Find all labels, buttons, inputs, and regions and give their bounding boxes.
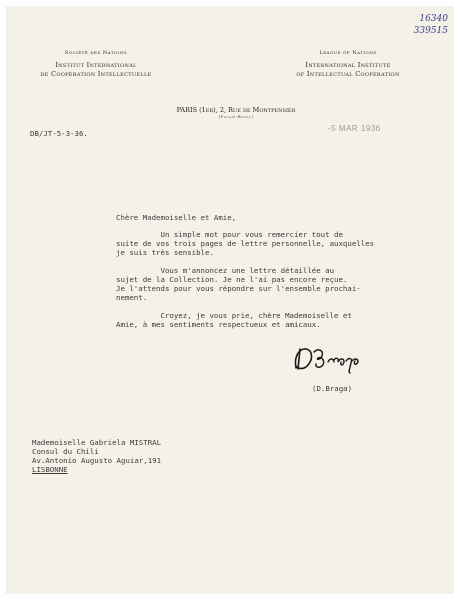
recipient-title: Consul du Chili [32, 447, 99, 456]
body-paragraph-1-line-1: Un simple mot pour vous remercier tout de [116, 230, 343, 239]
letterhead-left-line2: de Coopération Intellectuelle [40, 70, 152, 78]
received-date-stamp: -5 MAR 1936 [328, 124, 381, 133]
recipient-city: LISBONNE [32, 465, 68, 474]
body-paragraph-2-line-3: Je l'attends pour vous répondre sur l'ensemble prochai- [116, 284, 361, 293]
recipient-street: Av.Antonio Augusto Aguiar,191 [32, 456, 162, 465]
archive-number-1: 16340 [419, 14, 448, 24]
body-paragraph-3-line-1: Croyez, je vous prie, chère Mademoiselle et [116, 311, 352, 320]
letterhead-left-small: Société des Nations [64, 50, 128, 56]
body-paragraph-2-line-4: nement. [116, 293, 148, 302]
archive-number-2: 339515 [413, 26, 448, 36]
recipient-name: Mademoiselle Gabriela MISTRAL [32, 438, 162, 447]
letterhead-right-small: League of Nations [319, 50, 377, 56]
body-paragraph-1-line-2: suite de vos trois pages de lettre personnelle, auxquelles [116, 239, 375, 248]
reference-code: DB/JT-5-3-36. [30, 129, 88, 138]
letterhead-left [26, 50, 166, 79]
body-paragraph-2-line-1: Vous m'annoncez une lettre détaillée au [116, 266, 335, 275]
letterhead-right [278, 50, 418, 79]
body-paragraph-3-line-2: Amie, à mes sentiments respectueux et amicaux. [116, 320, 321, 329]
salutation: Chère Mademoiselle et Amie, [116, 213, 237, 222]
letterhead-left-line1: Institut International [55, 61, 137, 69]
body-paragraph-2-line-2: sujet de la Collection. Je ne l'ai pas encore reçue. [116, 275, 348, 284]
letterhead-address-sub: (Palais-Royal) [218, 114, 254, 119]
handwritten-signature [288, 344, 378, 374]
letter-page [6, 6, 454, 594]
letterhead-address-line: PARIS (1er), 2, Rue de Montpensier [176, 106, 296, 114]
letterhead-right-line2: of Intellectual Cooperation [296, 70, 400, 78]
body-paragraph-1-line-3: je suis très sensible. [116, 248, 214, 257]
letterhead-address [146, 106, 326, 119]
letterhead-right-line1: International Institute [305, 61, 391, 69]
signer-name: (D.Braga) [312, 384, 353, 393]
